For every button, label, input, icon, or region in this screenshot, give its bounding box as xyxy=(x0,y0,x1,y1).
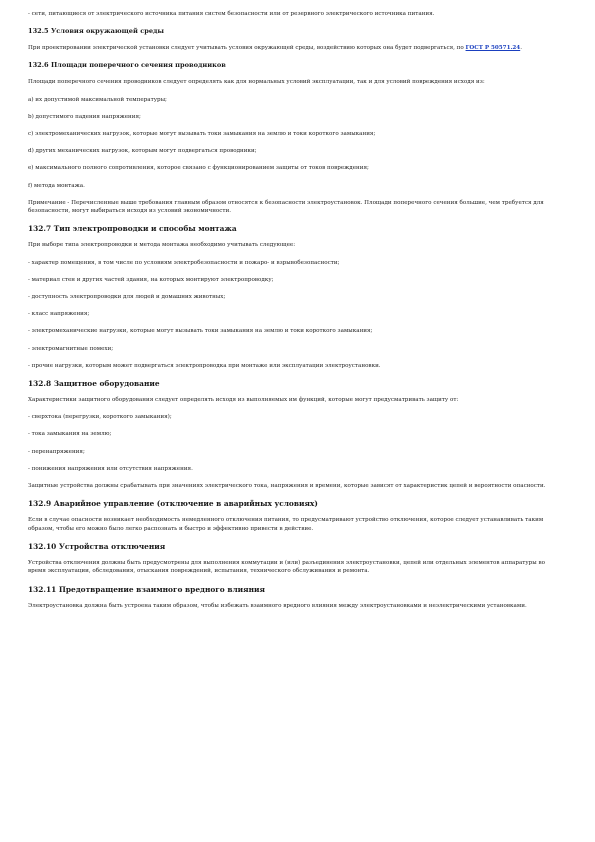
paragraph-disconnect: Устройства отключения должны быть предусмотрены для выполнения коммутации и (или) разъединения электроустановки, цепей или отдельных элементов аппаратуры во время эксплуатации, обследования, отыскания повреждений, испытания, технического обслуживания и ремонта. xyxy=(28,559,546,575)
list-item-d: d) других механических нагрузок, которым могут подвергаться проводники; xyxy=(28,148,257,155)
document-page xyxy=(28,10,552,619)
heading-132-8: 132.8 Защитное оборудование xyxy=(28,378,160,388)
list-item: - характер помещения, в том числе по условиям электробезопасности и пожаро- и взрывобезопасности; xyxy=(28,259,340,266)
list-item: - перенапряжения; xyxy=(28,448,85,455)
list-item: - электромагнитные помехи; xyxy=(28,345,114,352)
paragraph-cross-section-intro: Площади поперечного сечения проводников следует определять как для нормальных условий эксплуатации, так и для условий повреждения исходя из: xyxy=(28,79,485,86)
paragraph-protection-closing: Защитные устройства должны срабатывать при значениях электрического тока, напряжения и времени, которые зависят от характеристик цепей и вероятности опасности. xyxy=(28,482,546,489)
list-item: - сверхтока (перегрузки, короткого замыкания); xyxy=(28,414,172,421)
paragraph-protection-intro: Характеристики защитного оборудования следует определять исходя из выполняемых им функций, которые могут предусматривать защиту от: xyxy=(28,396,459,403)
list-item: - понижения напряжения или отсутствия напряжения. xyxy=(28,465,193,472)
paragraph-interference: Электроустановка должна быть устроена таким образом, чтобы избежать взаимного вредного влияния между электроустановками и неэлектрическими установками. xyxy=(28,602,527,609)
list-item: - тока замыкания на землю; xyxy=(28,431,112,438)
list-item-b: b) допустимого падения напряжения; xyxy=(28,113,141,120)
paragraph-environment-text: При проектировании электрической установки следует учитывать условия окружающей среды, воздействию которых она будет подвергаться, по xyxy=(28,45,466,52)
paragraph-environment-end: . xyxy=(520,45,522,52)
list-item-c: c) электромеханических нагрузок, которые могут вызывать токи замыкания на землю и токи короткого замыкания; xyxy=(28,130,376,137)
heading-132-6: 132.6 Площади поперечного сечения проводников xyxy=(28,61,226,70)
note-paragraph: Примечание - Перечисленные выше требования главным образом относятся к безопасности электроустановок. Площади поперечного сечения большие, чем требуется для безопасности, могут выбираться исходя из условий экономичности. xyxy=(28,199,544,215)
paragraph-wiring-intro: При выборе типа электропроводки и метода монтажа необходимо учитывать следующее: xyxy=(28,242,296,249)
list-item: - материал стен и других частей здания, на которых монтируют электропроводку; xyxy=(28,276,274,283)
list-item-e: e) максимального полного сопротивления, которое связано с функционированием защиты от токов повреждения; xyxy=(28,165,369,172)
paragraph-emergency: Если в случае опасности возникает необходимость немедленного отключения питания, то предусматривают устройство отключения, которое следует устанавливать таким образом, чтобы его можно было легко распознать и быстро и эффективно привести в действие. xyxy=(28,517,544,532)
heading-132-10: 132.10 Устройства отключения xyxy=(28,541,166,551)
list-item-a: a) их допустимой максимальной температуры; xyxy=(28,96,167,103)
heading-132-11: 132.11 Предотвращение взаимного вредного влияния xyxy=(28,584,265,594)
paragraph-environment xyxy=(28,44,552,53)
list-item: - электромеханические нагрузки, которые могут вызывать токи замыкания на землю и токи короткого замыкания; xyxy=(28,328,373,335)
heading-132-7: 132.7 Тип электропроводки и способы монтажа xyxy=(28,224,237,234)
list-item-f: f) метода монтажа. xyxy=(28,182,85,189)
intro-line: - сети, питающиеся от электрического источника питания систем безопасности или от резервного электрического источника питания. xyxy=(28,11,435,17)
list-item: - доступность электропроводки для людей и домашних животных; xyxy=(28,294,226,301)
gost-link[interactable]: ГОСТ Р 50571.24 xyxy=(465,45,521,52)
heading-132-5: 132.5 Условия окружающей среды xyxy=(28,27,165,36)
list-item: - прочие нагрузки, которым может подвергаться электропроводка при монтаже или эксплуатации электроустановки. xyxy=(28,362,381,369)
heading-132-9: 132.9 Аварийное управление (отключение в аварийных условиях) xyxy=(28,499,318,509)
list-item: - класс напряжения; xyxy=(28,311,90,318)
